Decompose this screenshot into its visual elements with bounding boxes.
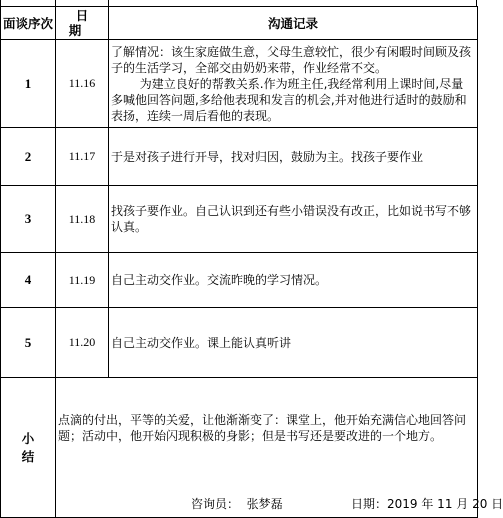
row-number: 1 [1,40,56,128]
table-row [1,186,478,253]
record-paragraph: 于是对孩子进行开导，找对归因，鼓励为主。找孩子要作业 [111,149,424,164]
row-number: 2 [1,128,56,186]
signature-date [351,496,503,512]
record-paragraph: 了解情况：该生家庭做生意，父母生意较忙，很少有闲暇时间顾及孩子的生活学习，全部交由奶奶来带，作业经常不交。 [111,44,472,75]
row-number: 4 [1,253,56,308]
summary-label [1,378,56,518]
signature-date-label: 日期： [351,497,388,511]
row-record [109,308,478,378]
row-number: 5 [1,308,56,378]
summary-content [56,378,503,518]
signature-line [56,496,503,512]
row-record [109,128,478,186]
row-record [109,40,478,128]
header-date: 日期 [56,7,109,40]
record-paragraph: 找孩子要作业。自己认识到还有些小错误没有改正，比如说书写不够认真。 [111,204,472,234]
table-row [1,128,478,186]
table-row [1,40,478,128]
row-number: 3 [1,186,56,253]
row-record [109,186,478,253]
header-record: 沟通记录 [109,7,478,40]
summary-text: 点滴的付出，平等的关爱，让他渐渐变了：课堂上，他开始充满信心地回答问题；活动中，他开始闪现积极的身影；但是书写还是要改进的一个地方。 [58,413,467,443]
row-record [109,253,478,308]
record-paragraph: 自己主动交作业。课上能认真听讲 [111,335,292,350]
table-header-row [1,7,478,40]
header-times: 面谈序次 [1,7,56,40]
record-paragraph: 自己主动交作业。交流昨晚的学习情况。 [111,273,328,287]
row-date: 11.19 [56,253,109,308]
counselor-name: 张梦磊 [246,497,283,511]
row-date: 11.16 [56,40,109,128]
counselor-signature [191,496,283,512]
communication-record-table [0,6,503,518]
summary-label-bottom: 结 [21,448,35,464]
row-date: 11.20 [56,308,109,378]
summary-row [1,378,478,518]
summary-label-top: 小 [21,430,35,446]
record-paragraph: 为建立良好的帮教关系.作为班主任,我经常利用上课时间,尽量多喊他回答问题,多给他表现和发言的机会,并对他进行适时的鼓励和表扬，连续一周后看他的表现。 [111,76,467,123]
table-row [1,308,478,378]
signature-date-value: 2019 年 11 月 20 日 [387,497,503,511]
table-row [1,253,478,308]
row-date: 11.17 [56,128,109,186]
row-date: 11.18 [56,186,109,253]
counselor-label: 咨询员： [191,497,240,511]
